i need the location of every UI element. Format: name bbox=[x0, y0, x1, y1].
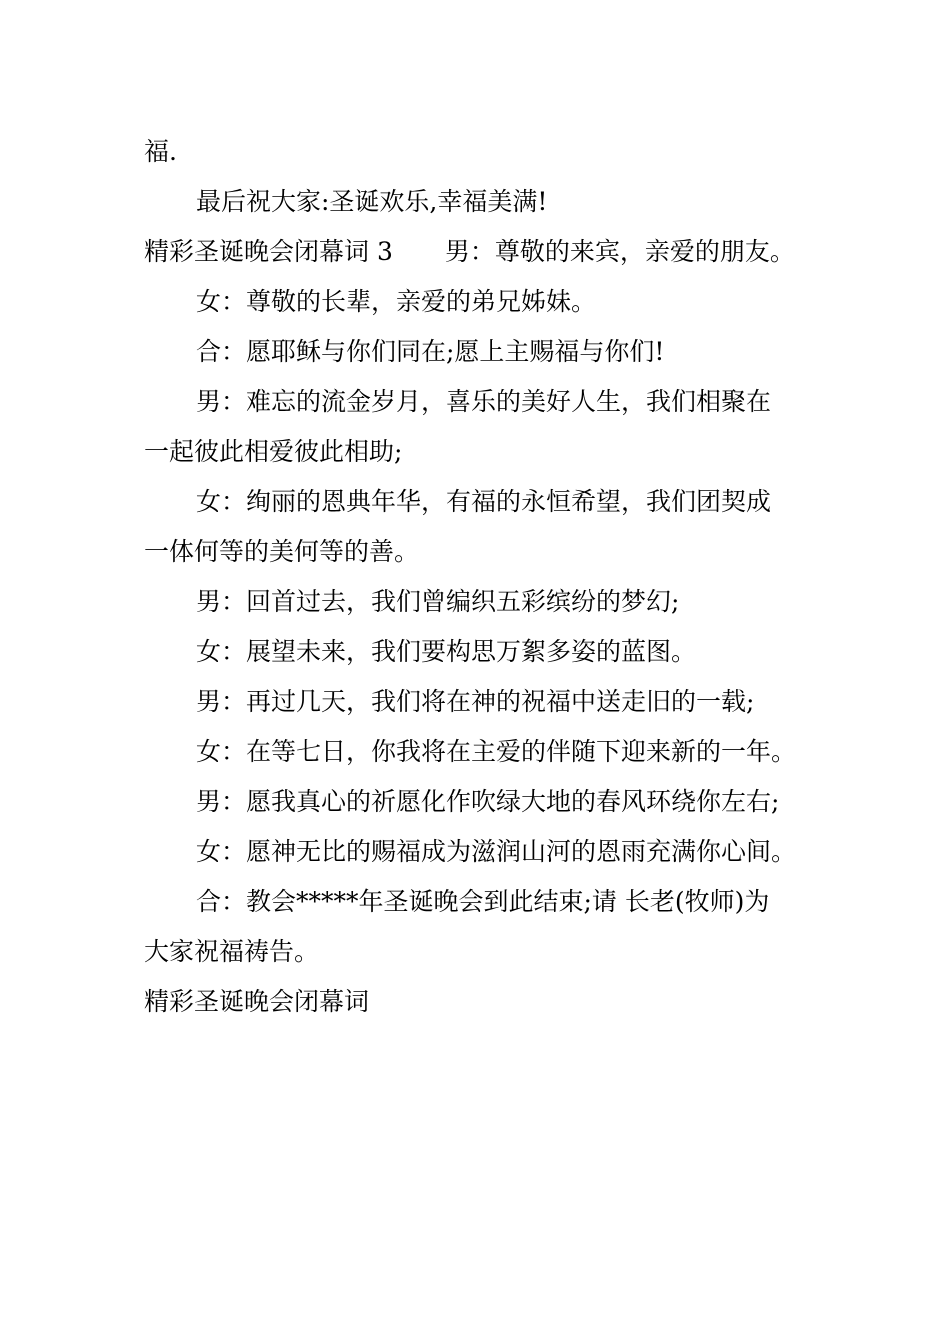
paragraph-continuation: 福. bbox=[144, 137, 177, 166]
dialogue-line: 男：尊敬的来宾，亲爱的朋友。 bbox=[444, 237, 795, 266]
dialogue-line: 女：愿神无比的赐福成为滋润山河的恩雨充满你心间。 bbox=[196, 837, 797, 866]
dialogue-line: 合：教会*****年圣诞晚会到此结束;请 长老(牧师)为 bbox=[196, 887, 770, 916]
document-body bbox=[144, 127, 824, 1027]
section-heading: 精彩圣诞晚会闭幕词 bbox=[144, 987, 370, 1016]
dialogue-line: 合：愿耶稣与你们同在;愿上主赐福与你们! bbox=[196, 337, 665, 366]
dialogue-line: 女：尊敬的长辈，亲爱的弟兄姊妹。 bbox=[196, 287, 597, 316]
dialogue-line: 女：展望未来，我们要构思万絮多姿的蓝图。 bbox=[196, 637, 697, 666]
closing-wish: 最后祝大家:圣诞欢乐,幸福美满! bbox=[196, 187, 548, 216]
dialogue-line: 女：绚丽的恩典年华，有福的永恒希望，我们团契成 bbox=[196, 487, 772, 516]
dialogue-line-continuation: 一体何等的美何等的善。 bbox=[144, 537, 420, 566]
dialogue-line-continuation: 一起彼此相爱彼此相助; bbox=[144, 437, 403, 466]
dialogue-line: 男：愿我真心的祈愿化作吹绿大地的春风环绕你左右; bbox=[196, 787, 780, 816]
dialogue-line: 男：回首过去，我们曾编织五彩缤纷的梦幻; bbox=[196, 587, 680, 616]
section-line bbox=[144, 227, 824, 277]
dialogue-line-continuation: 大家祝福祷告。 bbox=[144, 937, 320, 966]
dialogue-line: 女：在等七日，你我将在主爱的伴随下迎来新的一年。 bbox=[196, 737, 797, 766]
dialogue-line: 男：难忘的流金岁月，喜乐的美好人生，我们相聚在 bbox=[196, 387, 772, 416]
dialogue-line: 男：再过几天，我们将在神的祝福中送走旧的一载; bbox=[196, 687, 755, 716]
section-heading: 精彩圣诞晚会闭幕词 3 bbox=[144, 237, 393, 266]
